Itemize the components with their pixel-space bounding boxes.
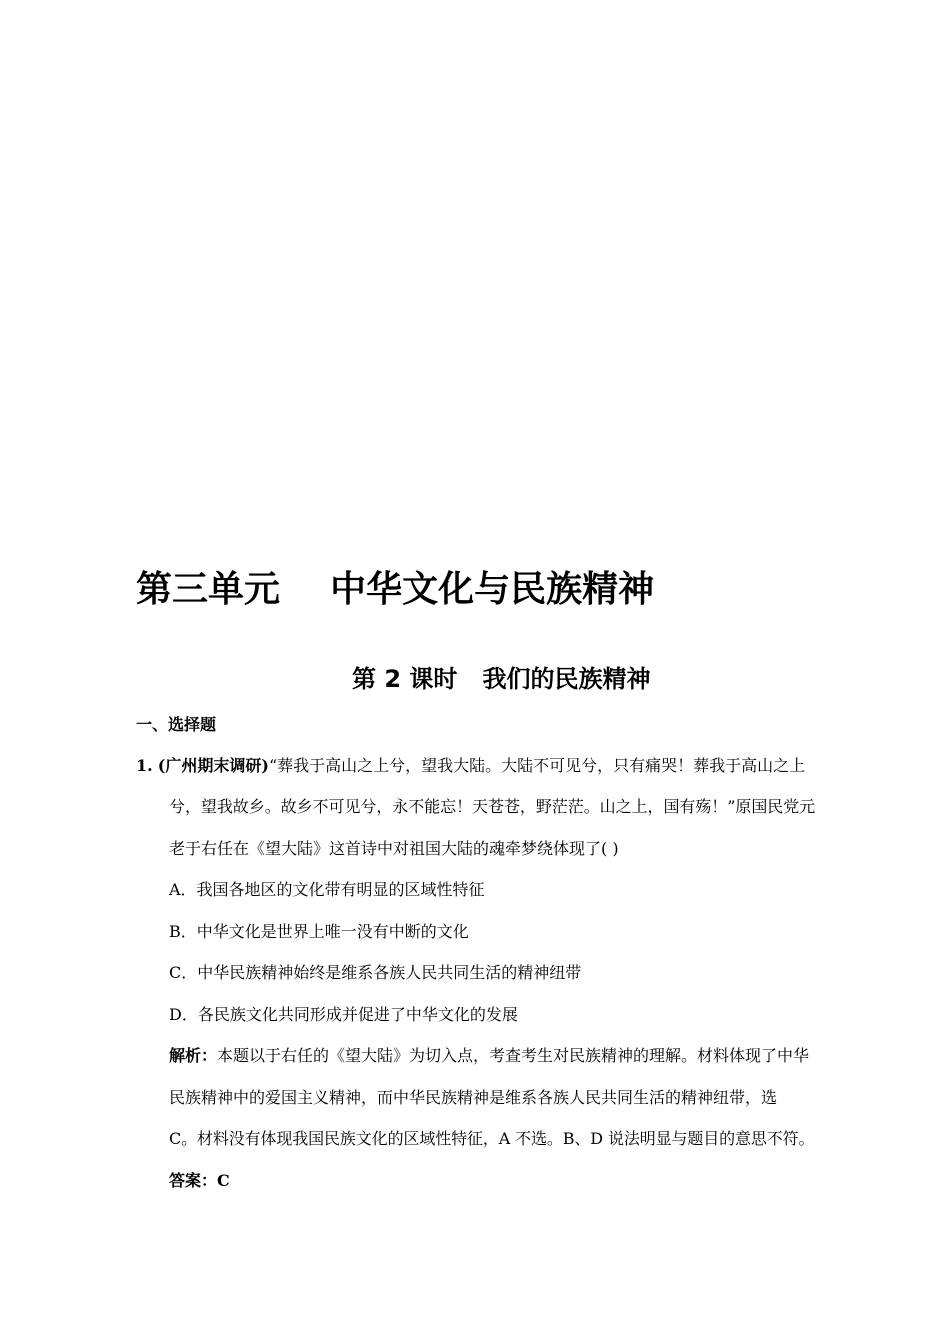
analysis-line-1 [169, 1044, 809, 1068]
question-text-1: “葬我于高山之上兮，望我大陆。大陆不可见兮，只有痛哭！葬我于高山之上 [268, 756, 806, 775]
section-heading: 一、选择题 [136, 715, 217, 734]
question-source: (广州期末调研) [157, 756, 269, 775]
option-c: C．中华民族精神始终是维系各族人民共同生活的精神纽带 [169, 963, 582, 982]
analysis-line-3: C。材料没有体现我国民族文化的区域性特征，A 不选。B、D 说法明显与题目的意思不符。 [169, 1129, 815, 1148]
analysis-text-1: 本题以于右任的《望大陆》为切入点，考查考生对民族精神的理解。材料体现了中华 [217, 1046, 810, 1065]
analysis-line-2: 民族精神中的爱国主义精神，而中华民族精神是维系各族人民共同生活的精神纽带，选 [169, 1088, 778, 1107]
unit-title: 第三单元 中华文化与民族精神 [136, 569, 655, 610]
analysis-label: 解析： [169, 1046, 218, 1065]
option-a: A．我国各地区的文化带有明显的区域性特征 [169, 880, 485, 899]
question-number: 1. [136, 756, 153, 775]
question-line-2: 兮，望我故乡。故乡不可见兮，永不能忘！天苍苍，野茫茫。山之上，国有殇！”原国民党元 [169, 797, 816, 816]
answer-line [169, 1169, 230, 1193]
answer-value: C [217, 1171, 230, 1190]
question-line-1 [136, 754, 805, 778]
option-b: B．中华文化是世界上唯一没有中断的文化 [169, 922, 469, 941]
question-line-3: 老于右任在《望大陆》这首诗中对祖国大陆的魂牵梦绕体现了( ) [169, 839, 619, 858]
lesson-title: 第 2 课时 我们的民族精神 [352, 665, 651, 693]
option-d: D．各民族文化共同形成并促进了中华文化的发展 [169, 1005, 518, 1024]
answer-label: 答案： [169, 1171, 218, 1190]
